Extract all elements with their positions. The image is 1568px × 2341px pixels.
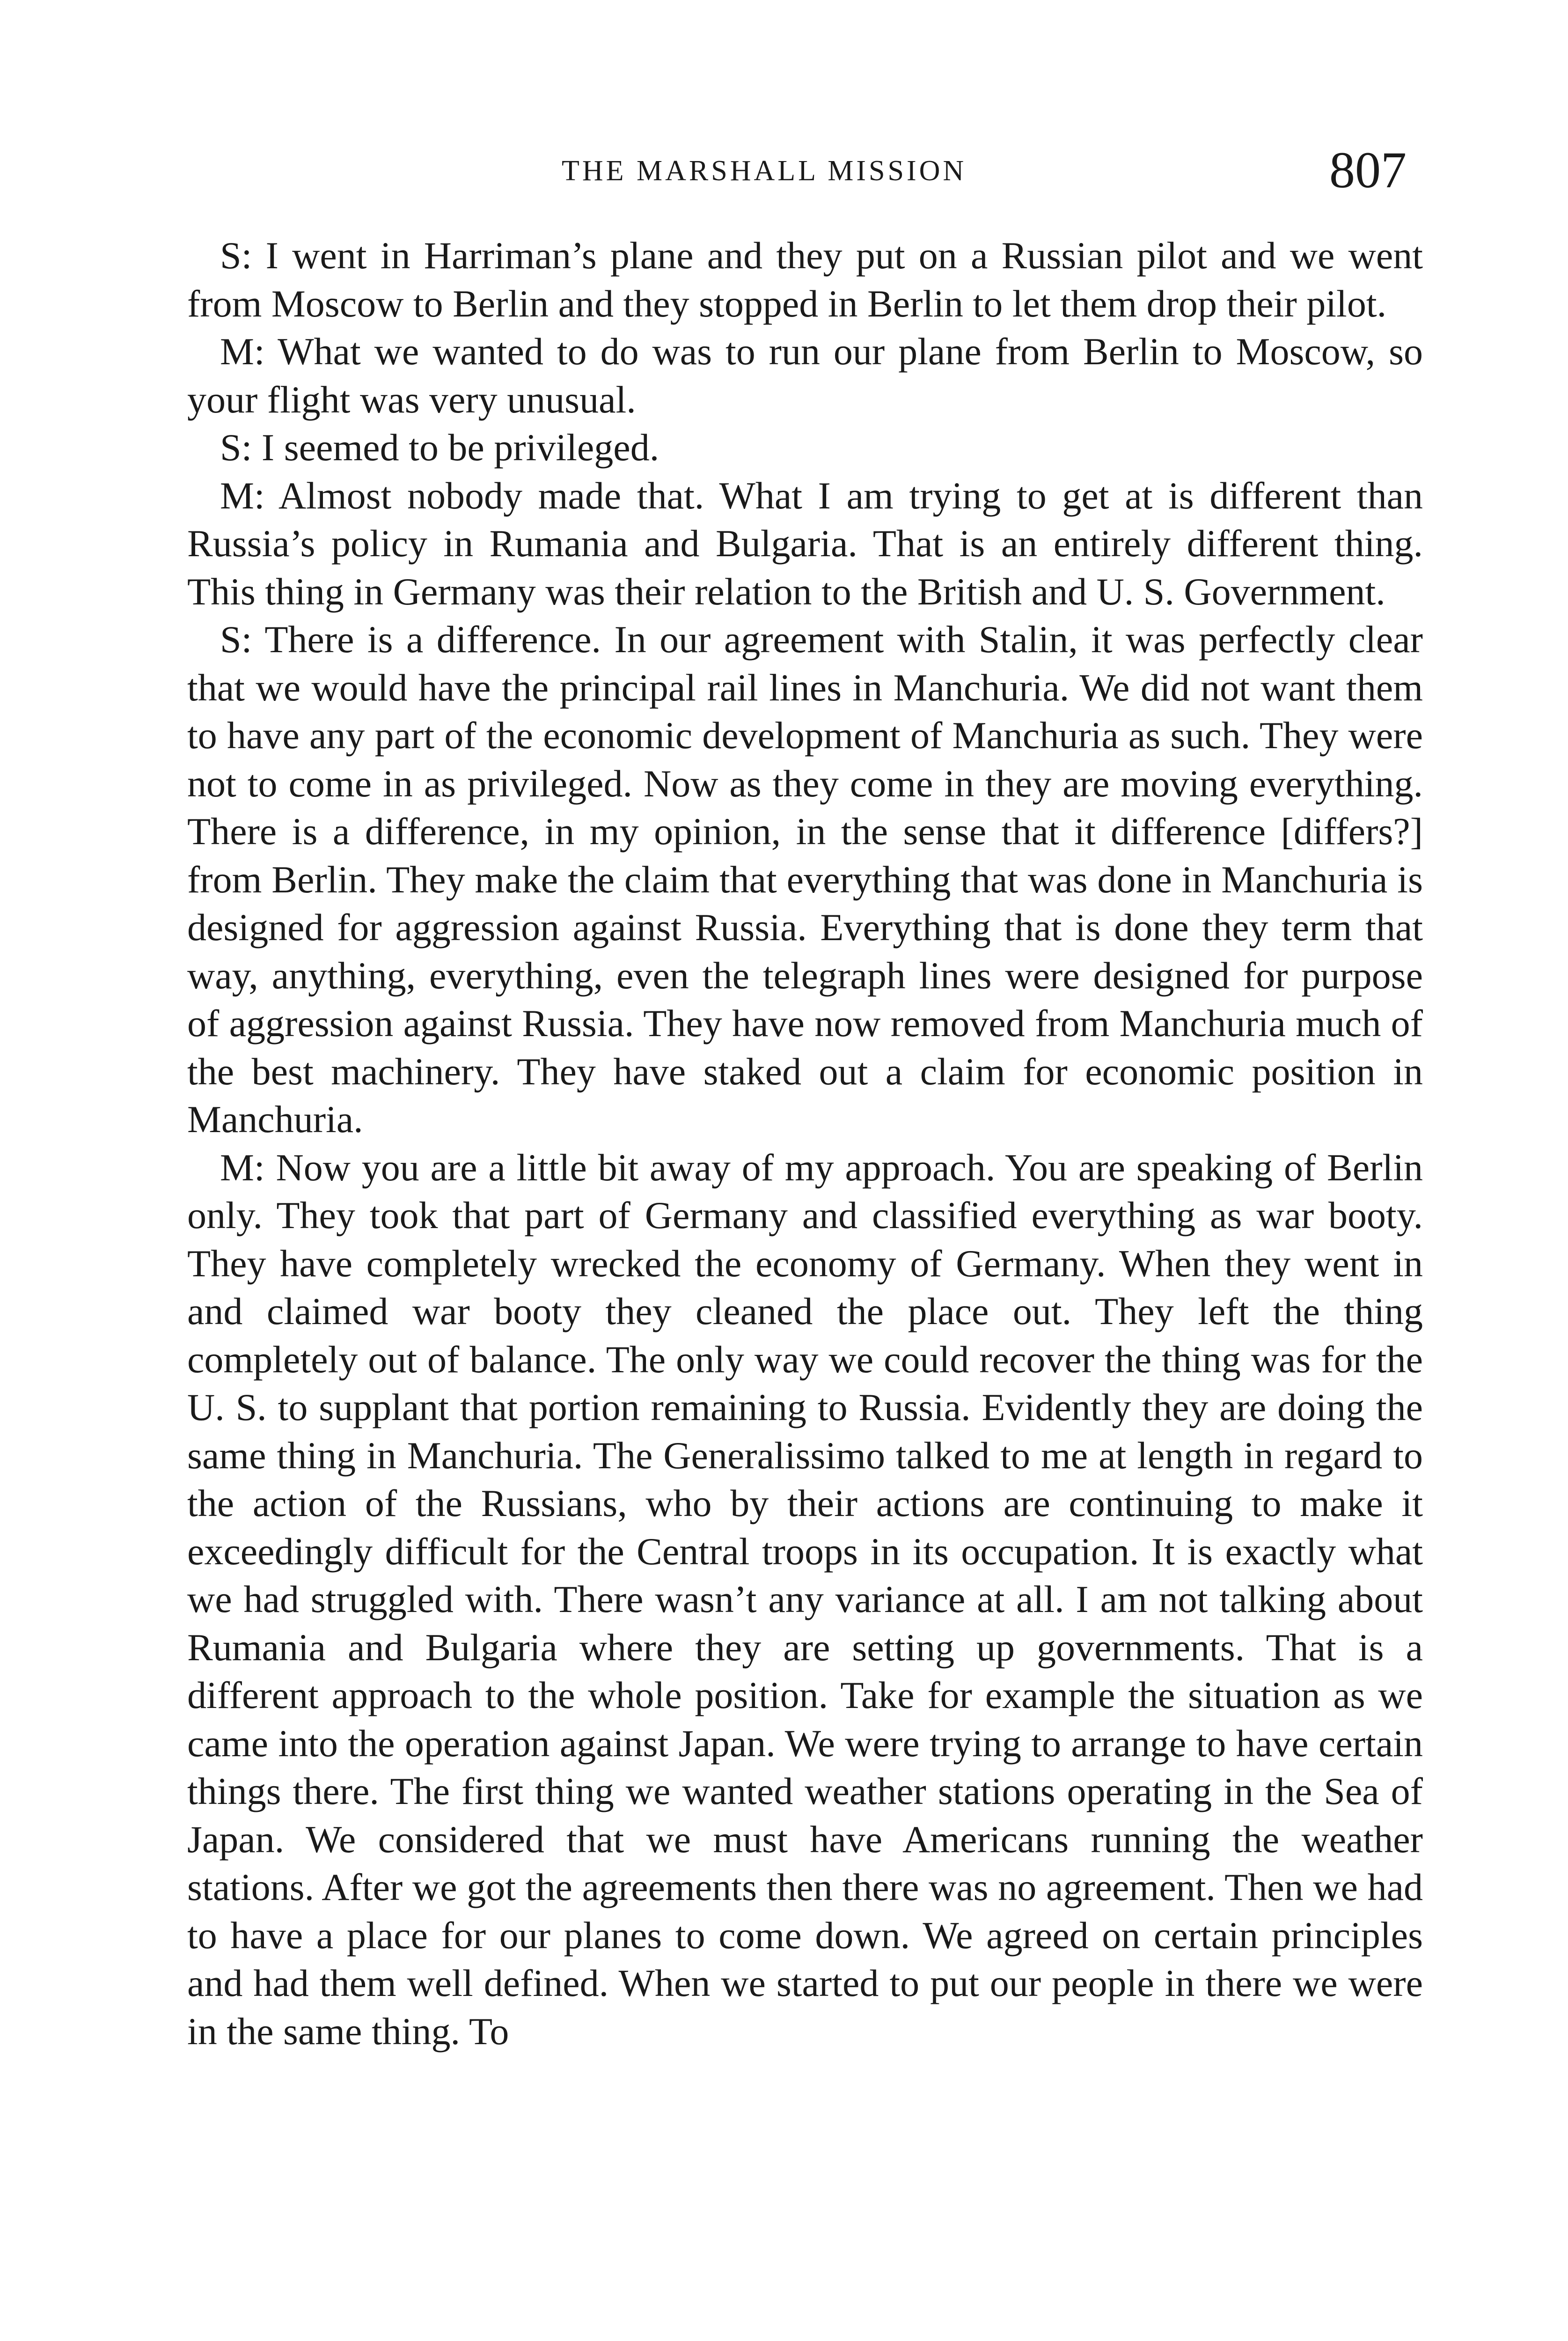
paragraph-text: Now you are a little bit away of my approach. You are speaking of Berlin only. They took that part of Germany and classified everything as war booty. They have completely wrecked the economy of Germany. When they went in and claimed war booty they cleaned the place out. They left the thing completely out of balance. The only way we could recover the thing was for the U. S. to supplant that portion remaining to Russia. Evidently they are doing the same thing in Manchuria. The Generalissimo talked to me at length in regard to the action of the Russians, who by their actions are continuing to make it exceedingly difficult for the Central troops in its occupation. It is exactly what we had struggled with. There wasn’t any variance at all. I am not talking about Rumania and Bulgaria where they are setting up governments. That is a different approach to the whole position. Take for example the situation as we came into the operation against Japan. We were trying to arrange to have certain things there. The first thing we wanted weather stations operating in the Sea of Japan. We considered that we must have Americans running the weather stations. After we got the agreements then there was no agreement. Then we had to have a place for our planes to come down. We agreed on certain principles and had them well defined. When we started to put our people in there we were in the same thing. To [187, 1146, 1423, 2053]
speaker-label: M: [220, 330, 265, 373]
paragraph-text: There is a difference. In our agreement with Stalin, it was perfectly clear that we would have the principal rail lines in Manchuria. We did not want them to have any part of the economic development of Manchuria as such. They were not to come in as privileged. Now as they come in they are moving everything. There is a difference, in my opinion, in the sense that it difference [differs?] from Berlin. They make the claim that everything that was done in Manchuria is designed for aggression against Russia. Everything that is done they term that way, anything, everything, even the telegraph lines were designed for purpose of aggression against Russia. They have now removed from Manchuria much of the best machinery. They have staked out a claim for economic position in Manchuria. [187, 618, 1423, 1141]
page-body [187, 232, 1423, 2055]
dialogue-paragraph [187, 616, 1423, 1144]
running-head: THE MARSHALL MISSION [562, 155, 967, 187]
dialogue-paragraph [187, 328, 1423, 424]
speaker-label: M: [220, 1146, 265, 1189]
speaker-label: S: [220, 426, 252, 469]
dialogue-paragraph [187, 1144, 1423, 2056]
dialogue-paragraph [187, 472, 1423, 616]
page-header [0, 0, 1568, 197]
paragraph-text: Almost nobody made that. What I am trying to get at is different than Russia’s policy in Rumania and Bulgaria. That is an entirely different thing. This thing in Germany was their relation to the British and U. S. Government. [187, 474, 1423, 613]
page-number: 807 [1329, 141, 1407, 199]
paragraph-text: I went in Harriman’s plane and they put on a Russian pilot and we went from Moscow to Berlin and they stopped in Berlin to let them drop their pilot. [187, 234, 1423, 325]
paragraph-text: What we wanted to do was to run our plane from Berlin to Moscow, so your flight was very unusual. [187, 330, 1423, 421]
speaker-label: S: [220, 234, 252, 277]
dialogue-paragraph [187, 232, 1423, 328]
speaker-label: S: [220, 618, 252, 661]
speaker-label: M: [220, 474, 265, 517]
dialogue-paragraph [187, 424, 1423, 472]
paragraph-text: I seemed to be privileged. [261, 426, 659, 469]
